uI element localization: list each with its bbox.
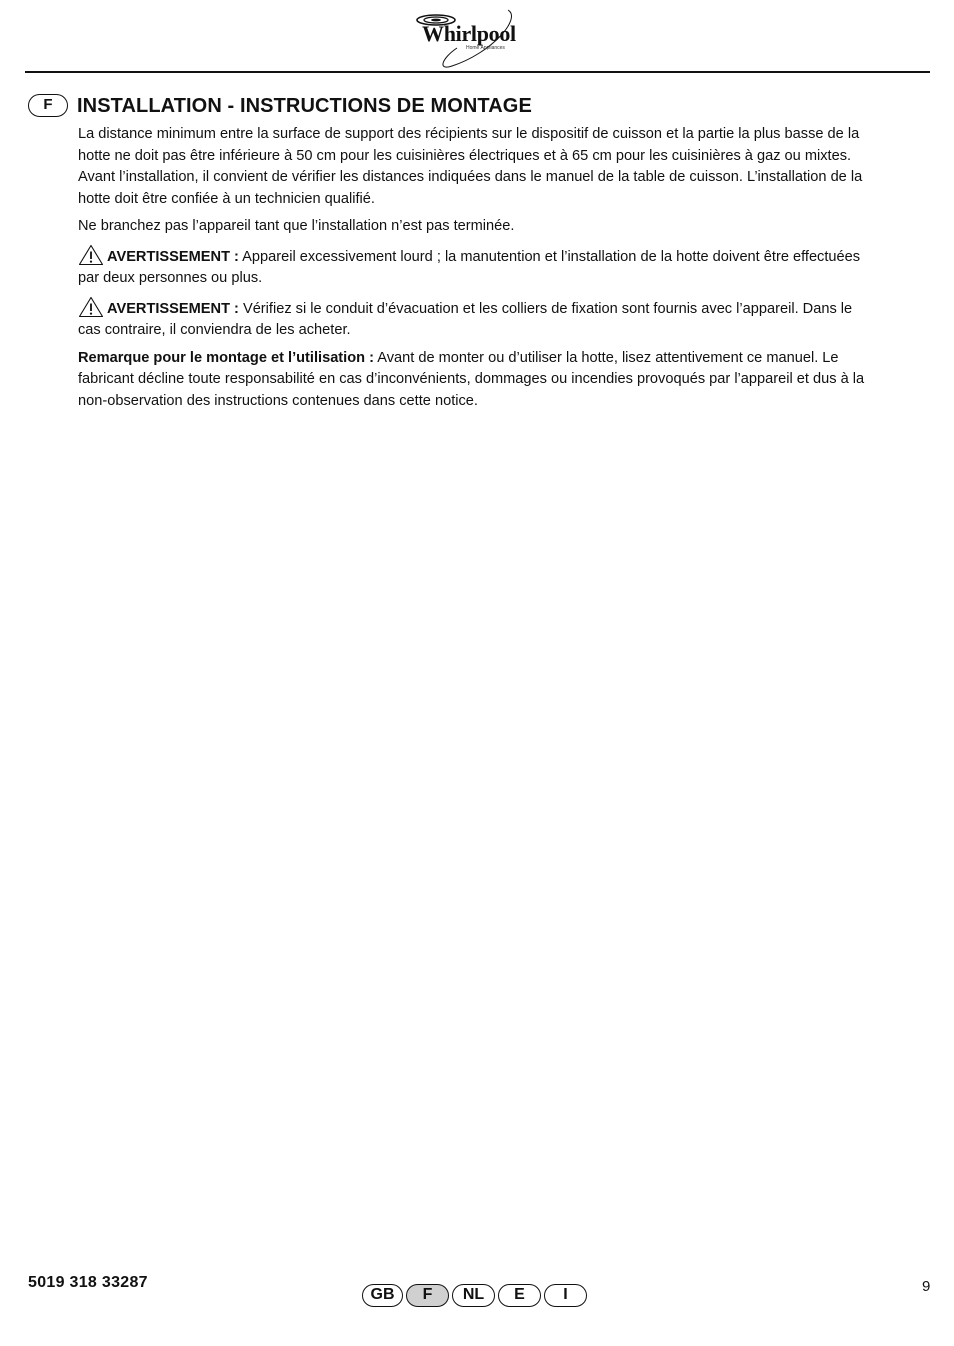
page-number: 9: [922, 1278, 931, 1295]
paragraph-distance: La distance minimum entre la surface de support des récipients sur le dispositif de cuisson et la partie la plus basse de la hotte ne doit pas être inférieure à 50 cm pour les cuisinières électriques et à 65 cm pour les cuisinières à gaz ou mixtes. Avant l’installation, il convient de vérifier les distances indiquées dans le manuel de la table de cuisson. L’installation de la hotte doit être confiée à un technicien qualifié.: [78, 126, 863, 207]
language-tab-nl[interactable]: NL: [452, 1284, 495, 1307]
language-tab-i[interactable]: I: [544, 1284, 587, 1307]
assembly-note: [78, 348, 878, 413]
warning-heavy-label: AVERTISSEMENT :: [107, 248, 239, 265]
header-divider: [25, 71, 930, 73]
language-selector: [362, 1284, 587, 1307]
section-title: INSTALLATION - INSTRUCTIONS DE MONTAGE: [77, 95, 532, 117]
document-code: 5019 318 33287: [28, 1274, 148, 1291]
warning-duct-label: AVERTISSEMENT :: [107, 300, 239, 317]
brand-subtitle: Home Appliances: [466, 45, 505, 51]
assembly-note-label: Remarque pour le montage et l’utilisation :: [78, 349, 374, 366]
language-tab-e[interactable]: E: [498, 1284, 541, 1307]
paragraph-connect: Ne branchez pas l’appareil tant que l’installation n’est pas terminée.: [78, 218, 515, 234]
whirlpool-logo: [412, 8, 530, 70]
warning-heavy-text: Appareil excessivement lourd ; la manutention et l’installation de la hotte doivent être effectuées par deux personnes ou plus.: [78, 248, 861, 286]
warning-duct: [78, 296, 878, 342]
language-tab-gb[interactable]: GB: [362, 1284, 403, 1307]
language-tab-f[interactable]: F: [406, 1284, 449, 1307]
brand-name: Whirlpool: [422, 21, 516, 46]
warning-duct-text: Vérifiez si le conduit d’évacuation et les colliers de fixation sont fournis avec l’appareil. Dans le cas contraire, il conviendra de les acheter.: [78, 300, 853, 338]
section-language-badge: F: [28, 94, 68, 117]
assembly-note-text: Avant de monter ou d’utiliser la hotte, lisez attentivement ce manuel. Le fabricant décline toute responsabilité en cas d’inconvénients, dommages ou incendies provoqués par l’appareil et dus à la non-observation des instructions contenues dans cette notice.: [78, 349, 865, 409]
warning-triangle-icon: [78, 244, 104, 266]
warning-triangle-icon: [78, 296, 104, 318]
body-content: [78, 124, 878, 418]
warning-heavy: [78, 244, 878, 290]
